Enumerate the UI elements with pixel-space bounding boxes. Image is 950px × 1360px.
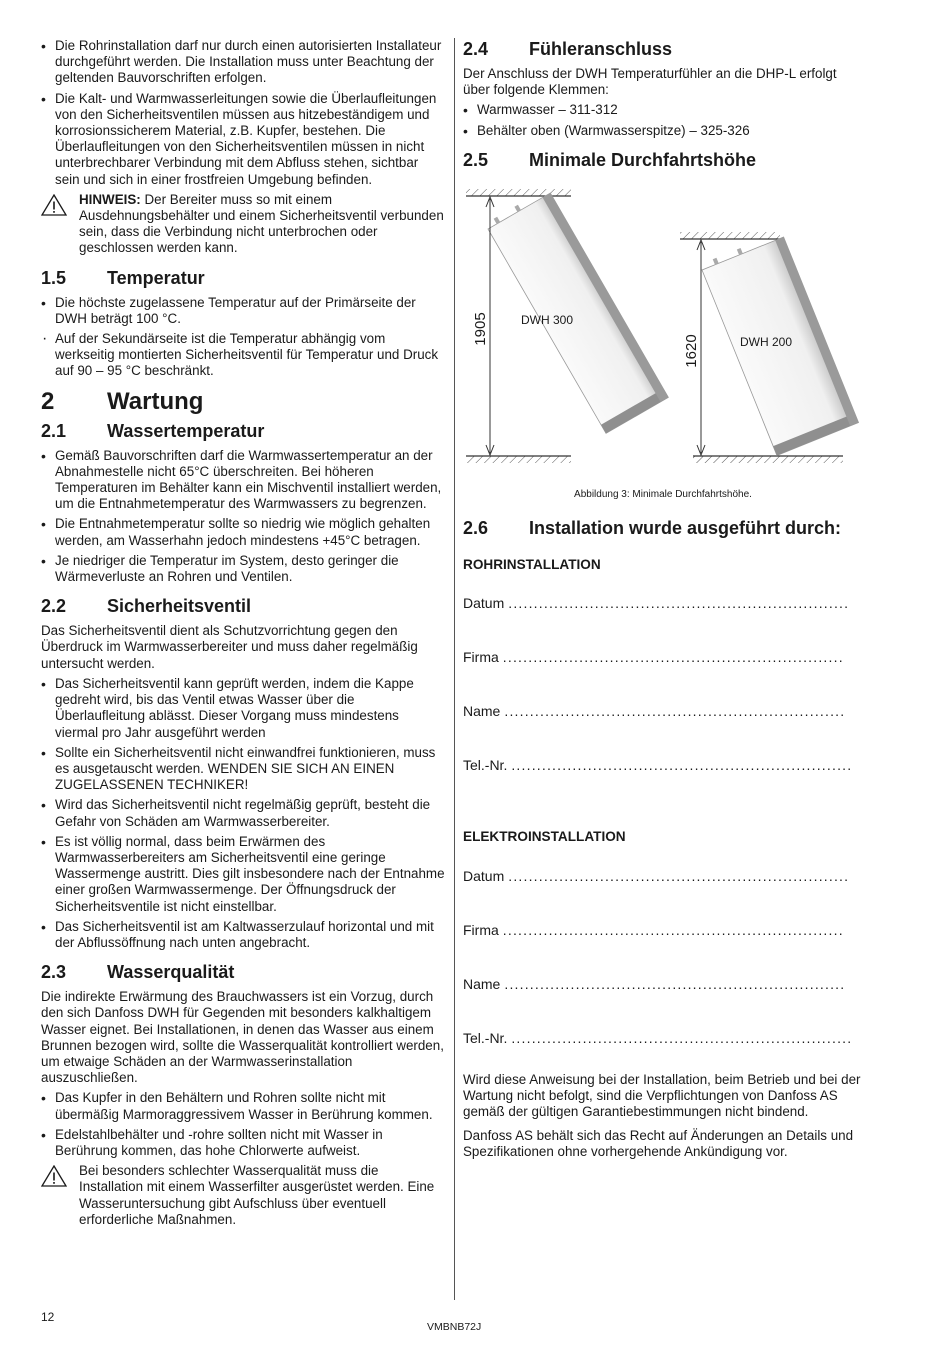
dwh300-unit xyxy=(466,188,668,463)
section-heading-1-5: 1.5 Temperatur xyxy=(41,267,205,288)
section-heading-2-5: 2.5 Minimale Durchfahrtshöhe xyxy=(463,149,757,170)
list-item: • Das Sicherheitsventil kann geprüft werden, indem die Kappe gedreht wird, bis das Ventil etwas Wasser über die Überlaufleitung ablässt. Dieser Vorgang muss mindestens viermal pro Jahr ausgeführt werden xyxy=(41,676,445,741)
list-item: • Gemäß Bauvorschriften darf die Warmwassertemperatur an der Abnahmestelle nicht 65°C überschreiten. Bei höheren Temperaturen im Behälter kann ein Mischventil installiert werden, um die Entnahmetemperatur des Warmwassers zu begrenzen. xyxy=(41,448,445,513)
form-field-firma[interactable]: Firma ................................................................... xyxy=(463,649,844,666)
dwh300-height: 1905 xyxy=(472,312,489,346)
section-heading-2-2: 2.2 Sicherheitsventil xyxy=(41,596,252,617)
water-quality-bullet-list xyxy=(41,1090,445,1159)
form-field-tel[interactable]: Tel.-Nr. ................................................................... xyxy=(463,1029,853,1046)
installer-form-electric xyxy=(463,829,863,1065)
list-item: • Behälter oben (Warmwasserspitze) – 325-326 xyxy=(463,123,863,139)
list-item: • Die höchste zugelassene Temperatur auf der Primärseite der DWH beträgt 100 °C. xyxy=(41,295,445,327)
form-field-datum[interactable]: Datum ................................................................... xyxy=(463,595,850,612)
list-item: • Edelstahlbehälter und -rohre sollten nicht mit Wasser in Berührung kommen, das hohe Chlorwerte aufweist. xyxy=(41,1127,445,1159)
dwh200-unit xyxy=(680,231,859,463)
note-text: Der Bereiter muss so mit einem Ausdehnungsbehälter und einem Sicherheitsventil verbunden sein, dass die Verbindung nicht unterbrochen oder geschlossen werden kann. xyxy=(79,191,444,256)
disclaimer-text: Danfoss AS behält sich das Recht auf Änderungen an Details und Spezifikationen ohne vorhergehende Ankündigung vor. xyxy=(463,1128,854,1160)
form-section-heading: ELEKTROINSTALLATION xyxy=(463,829,626,845)
safety-valve-bullet-list xyxy=(41,676,445,951)
form-field-name[interactable]: Name ................................................................... xyxy=(463,703,846,720)
dwh300-label: DWH 300 xyxy=(521,312,574,327)
warning-note xyxy=(41,1163,445,1228)
list-item: • Das Kupfer in den Behältern und Rohren sollte nicht mit übermäßig Marmoraggressivem Wasser in Berührung kommen. xyxy=(41,1090,445,1122)
clearance-figure xyxy=(463,187,863,503)
form-field-tel[interactable]: Tel.-Nr. ................................................................... xyxy=(463,757,853,774)
note-label: HINWEIS: xyxy=(79,191,141,207)
form-section-heading: ROHRINSTALLATION xyxy=(463,557,601,573)
chapter-heading-2: 2 Wartung xyxy=(41,387,204,415)
note-text: Bei besonders schlechter Wasserqualität muss die Installation mit einem Wasserfilter ausgerüstet werden. Eine Wasseruntersuchung gibt Aufschluss über eventuell erforderliche Maßnahmen. xyxy=(79,1163,435,1227)
list-item: • Sollte ein Sicherheitsventil nicht einwandfrei funktionieren, muss es ausgetauscht werden. WENDEN SIE SICH AN EINEN ZUGELASSENEN TECHNIKER! xyxy=(41,745,445,794)
installer-form-pipe xyxy=(463,557,863,811)
list-item: • Das Sicherheitsventil ist am Kaltwasserzulauf horizontal und mit der Abflussöffnung nach unten angebracht. xyxy=(41,919,445,951)
ceiling xyxy=(466,189,571,196)
dwh200-height: 1620 xyxy=(683,334,700,368)
list-item: • Warmwasser – 311-312 xyxy=(463,102,863,118)
safety-valve-intro: Das Sicherheitsventil dient als Schutzvorrichtung gegen den Überdruck im Warmwasserbereiter und muss daher regelmäßig untersucht werden. xyxy=(41,623,418,671)
disclaimer-text: Wird diese Anweisung bei der Installation, beim Betrieb und bei der Wartung nicht befolgt, sind die Verpflichtungen von Danfoss AS gemäß der gültigen Garantiebestimmungen nicht bindend. xyxy=(463,1071,861,1120)
section-heading-2-6: 2.6 Installation wurde ausgeführt durch: xyxy=(463,518,842,539)
clearance-diagram xyxy=(463,187,863,479)
ceiling xyxy=(680,232,780,239)
right-column xyxy=(463,38,863,1165)
figure-caption: Abbildung 3: Minimale Durchfahrtshöhe. xyxy=(574,489,752,501)
floor xyxy=(693,456,843,463)
form-field-name[interactable]: Name ................................................................... xyxy=(463,975,846,992)
warning-note xyxy=(41,192,445,257)
temperature-bullet-list xyxy=(41,295,445,380)
list-item: • Je niedriger die Temperatur im System, desto geringer die Wärmeverluste an Rohren und Ventilen. xyxy=(41,553,445,585)
dwh300-tank xyxy=(485,188,668,434)
intro-bullet-list xyxy=(41,38,445,188)
list-item: • Die Kalt- und Warmwasserleitungen sowie die Überlaufleitungen von den Sicherheitsventilen müssen aus hitzebeständigem und korrosionssicherem Material, z.B. Kupfer, bestehen. Die Überlaufleitungen von den Sicherheitsventilen müssen in nicht unterbrechbarer Verbindung mit dem Abfluss stehen, sichtbar sein und sich in einer frostfreien Umgebung befinden. xyxy=(41,91,445,188)
list-item: · Auf der Sekundärseite ist die Temperatur abhängig vom werkseitig montierten Sicherheitsventil für Temperatur und Druck auf 90 – 95 °C beschränkt. xyxy=(41,331,445,380)
column-divider xyxy=(454,38,455,1300)
warning-icon xyxy=(41,1163,79,1228)
water-quality-intro: Die indirekte Erwärmung des Brauchwassers ist ein Vorzug, durch den sich Danfoss DWH für Gegenden mit besonders kalkhaltigem Wasser eignet. Bei Installationen, in denen das Wasser aus einem Brunnen bezogen wird, sollte die Wasserqualität kontrolliert werden, um etwaige Schäden an der Warmwasserinstallation auszuschließen. xyxy=(41,989,444,1086)
section-heading-2-4: 2.4 Fühleranschluss xyxy=(463,39,673,59)
water-temperature-bullet-list xyxy=(41,448,445,586)
list-item: • Die Entnahmetemperatur sollte so niedrig wie möglich gehalten werden, am Wasserhahn jedoch mindestens +45°C betragen. xyxy=(41,516,445,548)
section-heading-2-3: 2.3 Wasserqualität xyxy=(41,962,235,983)
page-number: 12 xyxy=(41,1310,55,1324)
warning-icon xyxy=(41,192,79,257)
list-item: • Die Rohrinstallation darf nur durch einen autorisierten Installateur durchgeführt werden. Die Installation muss unter Beachtung der geltenden Bauvorschriften erfolgen. xyxy=(41,38,445,87)
document-code: VMBNB72J xyxy=(427,1321,482,1333)
floor xyxy=(466,456,571,463)
form-field-firma[interactable]: Firma ................................................................... xyxy=(463,921,844,938)
sensor-bullet-list xyxy=(463,102,863,138)
left-column xyxy=(41,38,445,1232)
sensor-intro: Der Anschluss der DWH Temperaturfühler an die DHP-L erfolgt über folgende Klemmen: xyxy=(463,66,837,98)
list-item: • Wird das Sicherheitsventil nicht regelmäßig geprüft, besteht die Gefahr von Schäden am Warmwasserbereiter. xyxy=(41,797,445,829)
dwh200-label: DWH 200 xyxy=(740,334,793,349)
list-item: • Es ist völlig normal, dass beim Erwärmen des Warmwasserbereiters am Sicherheitsventil eine geringe Wassermenge austritt. Dies gilt insbesondere nach der Entnahme einer großen Warmwassermenge. Der Öffnungsdruck der Sicherheitsventile ist nicht einstellbar. xyxy=(41,834,445,915)
form-field-datum[interactable]: Datum ................................................................... xyxy=(463,867,850,884)
section-heading-2-1: 2.1 Wassertemperatur xyxy=(41,420,265,441)
